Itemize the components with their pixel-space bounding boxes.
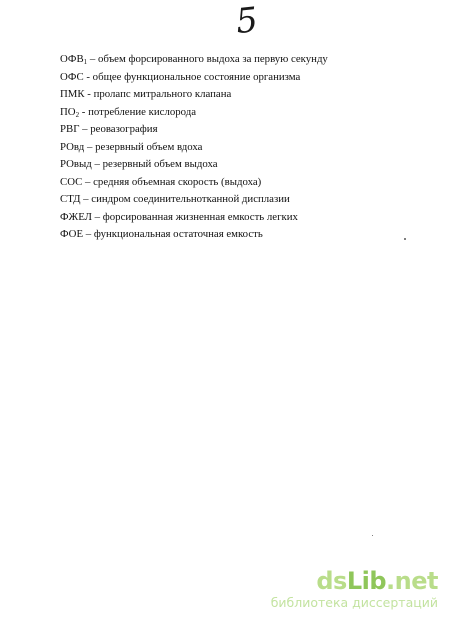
abbreviation-term: РВГ bbox=[60, 123, 80, 135]
abbreviation-separator: - bbox=[84, 88, 94, 100]
abbreviation-separator: – bbox=[79, 123, 91, 135]
abbreviation-term: РОвыд bbox=[60, 158, 92, 170]
abbreviation-list bbox=[60, 51, 328, 244]
abbreviation-separator: – bbox=[84, 140, 96, 153]
abbreviation-separator: – bbox=[91, 158, 103, 170]
dslib-watermark bbox=[271, 569, 438, 610]
abbreviation-item bbox=[60, 209, 328, 227]
abbreviation-definition: функциональная остаточная емкость bbox=[93, 228, 263, 240]
abbreviation-separator: – bbox=[87, 53, 98, 65]
abbreviation-definition: синдром соединительнотканной дисплазии bbox=[91, 193, 290, 205]
abbreviation-separator: – bbox=[83, 228, 94, 240]
abbreviation-item bbox=[60, 174, 328, 192]
abbreviation-term: ФЖЕЛ bbox=[60, 210, 92, 223]
abbreviation-separator: - bbox=[83, 70, 93, 83]
abbreviation-definition: объем форсированного выдоха за первую секунду bbox=[97, 53, 328, 65]
watermark-logo-lib: Lib bbox=[346, 567, 387, 595]
abbreviation-definition: реовазография bbox=[90, 123, 158, 135]
abbreviation-item bbox=[60, 156, 328, 174]
abbreviation-item bbox=[60, 69, 328, 87]
abbreviation-separator: – bbox=[91, 210, 103, 223]
abbreviation-item bbox=[60, 191, 328, 209]
watermark-logo bbox=[271, 569, 438, 593]
abbreviation-separator: - bbox=[79, 105, 89, 118]
abbreviation-definition: потребление кислорода bbox=[88, 105, 197, 118]
abbreviation-term: ОФВ bbox=[60, 53, 84, 65]
abbreviation-item bbox=[60, 86, 328, 104]
watermark-logo-ds: ds bbox=[316, 567, 347, 595]
abbreviation-definition: форсированная жизненная емкость легких bbox=[102, 210, 298, 223]
abbreviation-separator: – bbox=[82, 175, 94, 188]
abbreviation-term: СТД bbox=[60, 193, 81, 205]
abbreviation-definition: средняя объемная скорость (выдоха) bbox=[93, 175, 262, 188]
abbreviation-term: ПМК bbox=[60, 88, 85, 100]
abbreviation-item bbox=[60, 51, 328, 69]
abbreviation-item bbox=[60, 104, 328, 122]
abbreviation-item bbox=[60, 139, 328, 157]
abbreviation-term: ФОЕ bbox=[60, 228, 84, 240]
abbreviation-item bbox=[60, 121, 328, 139]
abbreviation-term: СОС bbox=[60, 175, 83, 188]
abbreviation-term: РОвд bbox=[60, 140, 85, 153]
watermark-logo-net: .net bbox=[386, 567, 438, 595]
page-number: 5 bbox=[233, 0, 260, 43]
watermark-caption: библиотека диссертаций bbox=[270, 595, 438, 610]
abbreviation-definition: пролапс митрального клапана bbox=[93, 88, 232, 100]
abbreviation-subscript: 1 bbox=[83, 58, 88, 66]
abbreviation-term: ПО bbox=[60, 105, 76, 118]
abbreviation-item bbox=[60, 226, 328, 244]
abbreviation-subscript: 2 bbox=[75, 110, 80, 119]
abbreviation-term: ОФС bbox=[60, 70, 84, 83]
abbreviation-separator: – bbox=[80, 193, 92, 205]
scan-speck bbox=[404, 238, 406, 240]
abbreviation-definition: резервный объем выдоха bbox=[102, 158, 218, 170]
abbreviation-definition: резервный объем вдоха bbox=[95, 140, 203, 153]
scan-speck bbox=[372, 535, 373, 536]
abbreviation-definition: общее функциональное состояние организма bbox=[92, 70, 301, 83]
